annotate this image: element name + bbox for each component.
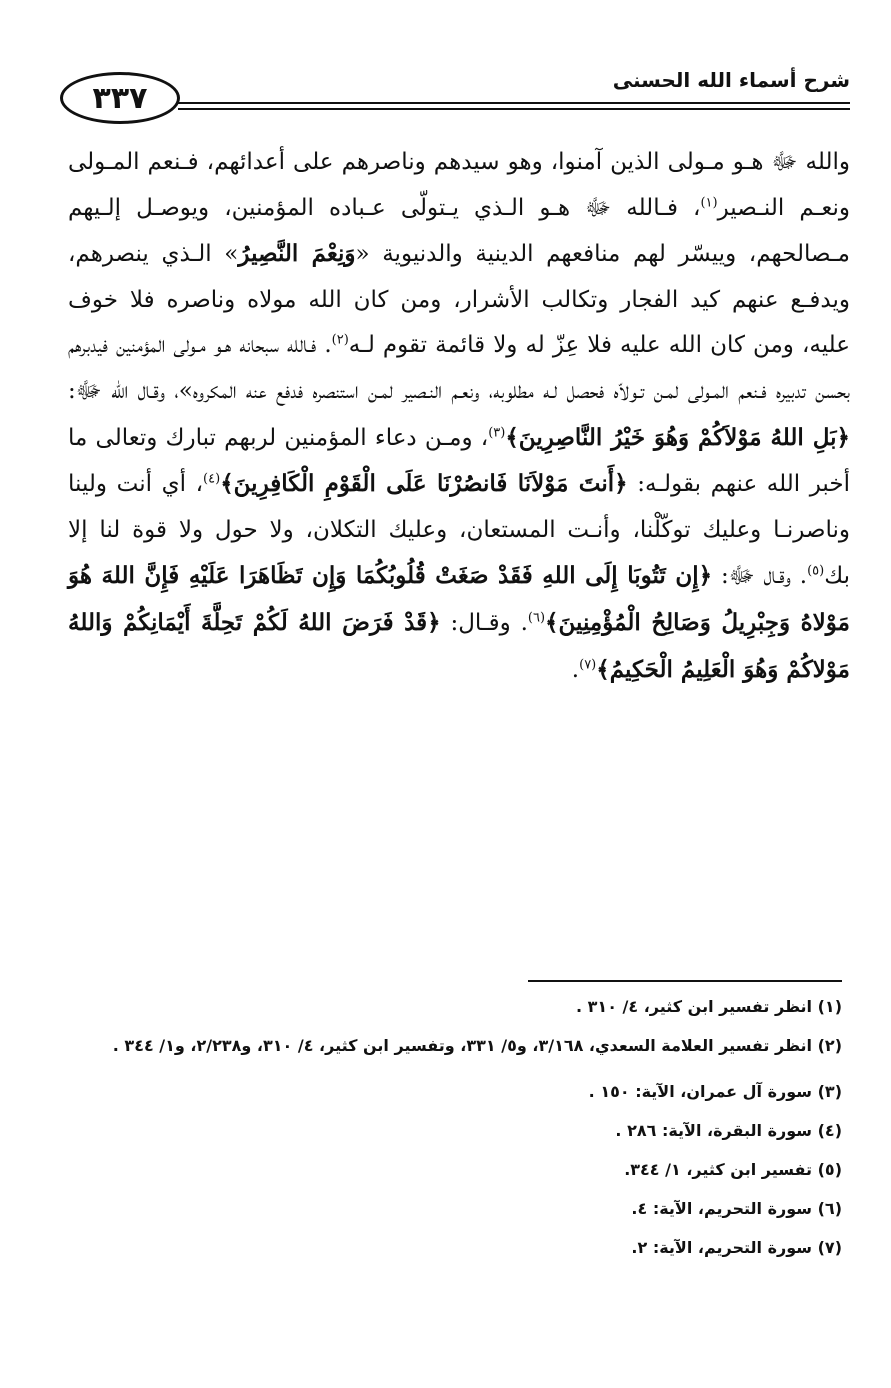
body-text-run: . وقـال ﷻ:	[712, 563, 808, 590]
header-rule	[178, 102, 850, 104]
body-text-run: والله ﷻ هـو مـولى الذين آمنوا، وهو سيدهم وناصرهم على أعدائهم، فـنعم المـولى ونعـم النـصير	[68, 149, 850, 221]
body-text-run: ، أي أنت ولينا وناصرنـا وعليك توكّلْنا، وأنـت المستعان، وعليك التكلان، ولا حول ولا قوة لنا إلا بك	[68, 471, 850, 590]
quran-quote: وَنِعْمَ النَّصِيرُ	[238, 240, 356, 268]
body-text-run: ، فـالله ﷻ هـو الـذي يـتولّى عـباده المؤمنين، ويوصـل إلـيهم مـصالحهم، وييسّر لهم منافعهم الدينية والدنيوية «	[68, 194, 850, 268]
footnote: (٧) سورة التحريم، الآية: ٢.	[631, 1238, 842, 1257]
footnote-marker: (١)	[700, 194, 718, 210]
body-text-run: .	[571, 656, 580, 683]
footnote-marker: (٦)	[527, 610, 546, 626]
body-text-run: . وقـال:	[440, 609, 528, 636]
footnote-marker: (٧)	[579, 656, 597, 672]
header-rule	[178, 108, 850, 110]
book-title: شرح أسماء الله الحسنى	[612, 68, 850, 92]
body-text-run: . فـالله سبحانه هـو مـولى المؤمنين فيدبرهم بحسن تدبيره فـنعم المـولى لمـن تـولاّه فحصل لـه مطلوبه، ونعـم النـصير لمـن استنصره فدفع عنه المكروه»، وقـال الله ﷻ:	[68, 332, 850, 404]
footnote-marker: (٥)	[807, 563, 825, 579]
body-paragraph	[68, 140, 850, 693]
footnote: (٤) سورة البقرة، الآية: ٢٨٦ .	[615, 1121, 842, 1140]
quran-quote: ﴿أَنتَ مَوْلاَنَا فَانصُرْنَا عَلَى الْقَوْمِ الْكَافِرِينَ﴾	[220, 470, 628, 498]
footnote: (١) انظر تفسير ابن كثير، ٤/ ٣١٠ .	[576, 997, 842, 1016]
quran-quote: ﴿إِن تَتُوبَا إِلَى اللهِ فَقَدْ صَغَتْ قُلُوبُكُمَا وَإِن تَظَاهَرَا عَلَيْهِ فَإِنَّ اللهَ هُوَ مَوْلاهُ وَجِبْرِيلُ وَصَالِحُ الْمُؤْمِنِينَ﴾	[68, 562, 850, 636]
body-text-run: ، ومـن دعاء المؤمنين لربهم تبارك وتعالى ما أخبر الله عنهم بقولـه:	[68, 424, 850, 498]
quran-quote: ﴿قَدْ فَرَضَ اللهُ لَكُمْ تَحِلَّةَ أَيْمَانِكُمْ وَاللهُ مَوْلاكُمْ وَهُوَ الْعَلِيمُ الْحَكِيمُ﴾	[68, 608, 850, 683]
footnote-marker: (٣)	[488, 424, 506, 440]
quran-quote: ﴿بَلِ اللهُ مَوْلاَكُمْ وَهُوَ خَيْرُ النَّاصِرِينَ﴾	[505, 423, 850, 451]
footnote: (٦) سورة التحريم، الآية: ٤.	[631, 1199, 842, 1218]
body-text-run: » الـذي ينصرهم، ويدفـع عنهم كيد الفجار وتكالب الأشرار، ومن كان الله مولاه وناصره فلا خوف عليه، ومن كان الله عليه فلا عِزّ له ولا قائمة تقوم لـه	[68, 241, 850, 359]
footnote-marker: (٤)	[203, 471, 221, 487]
footnote-marker: (٢)	[331, 332, 349, 348]
footnote: (٢) انظر تفسير العلامة السعدي، ٣/١٦٨، و٥/ ٣٣١، وتفسير ابن كثير، ٤/ ٣١٠، و٢/٢٣٨، و١/ ٣٤٤ .	[112, 1036, 842, 1055]
footnote: (٣) سورة آل عمران، الآية: ١٥٠ .	[588, 1082, 842, 1101]
footnote-separator	[528, 980, 842, 982]
page-header	[60, 64, 850, 134]
footnotes	[60, 987, 842, 1267]
footnote: (٥) تفسير ابن كثير، ١/ ٣٤٤.	[624, 1160, 842, 1179]
page-number: ٣٣٧	[60, 72, 180, 124]
